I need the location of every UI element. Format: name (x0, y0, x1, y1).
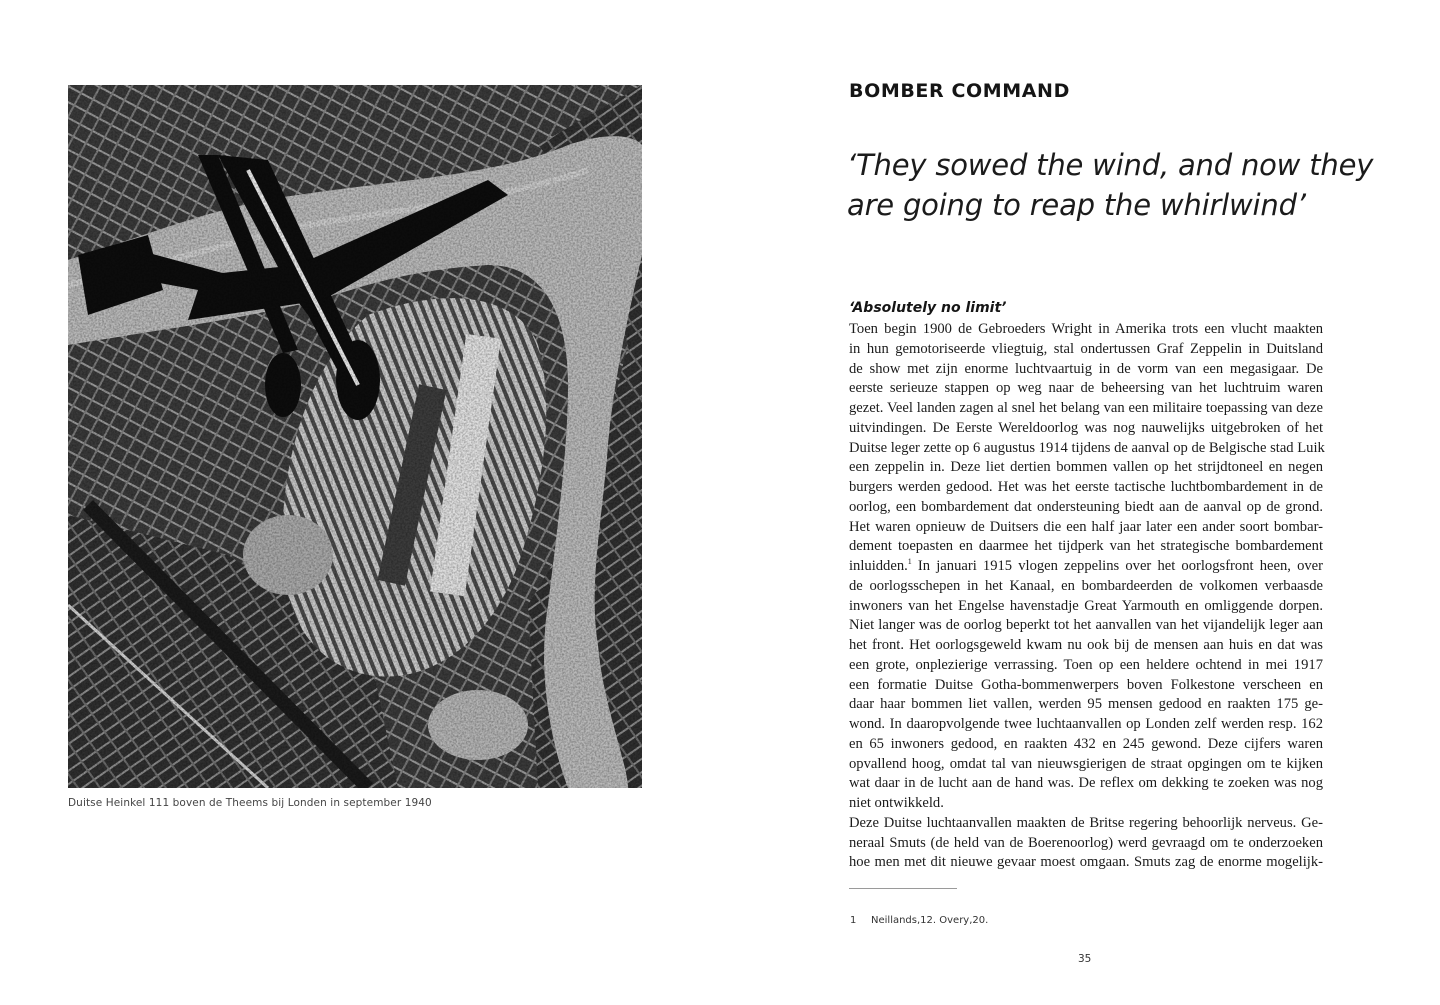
body-line-with-footnote (849, 557, 1323, 577)
body-line: de oorlogsschepen in het Kanaal, en bombardeerden de volkomen verbaasde (849, 577, 1323, 594)
body-line: uitvindingen. De Eerste Wereldoorlog was nog nauwelijks uitgebroken of het (849, 419, 1323, 436)
footnote-number: 1 (850, 915, 857, 926)
body-line: inwoners van het Engelse havenstadje Great Yarmouth en omliggende dorpen. (849, 597, 1323, 614)
body-line: oorlog, een bombardement dat ondersteuning biedt aan de aanval op de grond. (849, 498, 1323, 515)
footnote-marker: 1 (907, 557, 912, 566)
footnote-divider (849, 888, 957, 889)
body-line-part: inluidden. (849, 558, 908, 574)
body-line: daar haar bommen liet vallen, werden 95 mensen gedood en raakten 175 ge- (849, 696, 1323, 713)
body-line: neraal Smuts (de held van de Boerenoorlog) werd gevraagd om te onderzoeken (849, 834, 1323, 851)
body-line: en 65 inwoners gedood, en raakten 432 en 245 gewond. Deze cijfers waren (849, 735, 1323, 752)
body-line: Het waren opnieuw de Duitsers die een half jaar later een ander soort bombar- (849, 518, 1323, 535)
aerial-photo-icon (68, 85, 642, 788)
body-line: de show met zijn enorme luchtvaartuig in de vorm van een megasigaar. De (849, 360, 1323, 377)
chapter-title (847, 145, 1407, 225)
body-line: een formatie Duitse Gotha-bommenwerpers boven Folkestone verscheen en (849, 676, 1323, 693)
body-line: dement toepasten en daarmee het tijdperk van het strategische bombardement (849, 538, 1323, 555)
aerial-photo (68, 85, 642, 788)
body-line: een zeppelin in. Deze liet dertien bommen vallen op het strijdtoneel en negen (849, 459, 1323, 476)
body-line: Deze Duitse luchtaanvallen maakten de Britse regering behoorlijk nerveus. Ge- (849, 814, 1323, 831)
right-page (720, 0, 1440, 1005)
photo-caption: Duitse Heinkel 111 boven de Theems bij Londen in september 1940 (68, 797, 432, 809)
body-line: in hun gemotoriseerde vliegtuig, stal ondertussen Graf Zeppelin in Duitsland (849, 340, 1323, 357)
body-text (849, 320, 1323, 873)
body-line: wond. In daaropvolgende twee luchtaanvallen op Londen zelf werden resp. 162 (849, 716, 1323, 732)
subheading: ‘Absolutely no limit’ (849, 300, 1007, 316)
body-line: het front. Het oorlogsgeweld kwam nu ook bij de mensen aan huis en dat was (849, 637, 1323, 653)
body-line: Toen begin 1900 de Gebroeders Wright in Amerika trots een vlucht maakten (849, 321, 1323, 337)
body-line: hoe men met dit nieuwe gevaar moest omgaan. Smuts zag de enorme mogelijk- (849, 854, 1323, 871)
footnote-text: Neillands,12. Overy,20. (871, 915, 989, 926)
chapter-title-line: ‘They sowed the wind, and now they (847, 148, 1374, 183)
body-line: opvallend hoog, omdat tal van nieuwsgierigen de straat opgingen om te kijken (849, 755, 1323, 772)
body-line: een grote, onplezierige verrassing. Toen op een heldere ochtend in mei 1917 (849, 656, 1323, 673)
body-line: Duitse leger zette op 6 augustus 1914 tijdens de aanval op de Belgische stad Luik (849, 439, 1325, 456)
section-heading: BOMBER COMMAND (849, 80, 1070, 102)
page-number: 35 (1078, 953, 1092, 965)
body-line: Niet langer was de oorlog beperkt tot het aanvallen van het vijandelijk leger aan (849, 617, 1323, 634)
body-line: burgers werden gedood. Het was het eerste tactische luchtbombardement in de (849, 479, 1323, 495)
body-line: wat daar in de lucht aan de hand was. De reflex om dekking te zoeken was nog (849, 775, 1323, 792)
body-line: gezet. Veel landen zagen al snel het belang van een militaire toepassing van deze (849, 400, 1323, 416)
body-line-part: In januari 1915 vlogen zeppelins over het oorlogsfront heen, over (911, 558, 1323, 574)
body-line: eerste serieuze stappen op weg naar de beheersing van het luchtruim waren (849, 380, 1323, 397)
body-line: niet ontwikkeld. (849, 795, 944, 811)
footnote (850, 915, 988, 926)
chapter-title-line: are going to reap the whirlwind’ (847, 188, 1306, 223)
